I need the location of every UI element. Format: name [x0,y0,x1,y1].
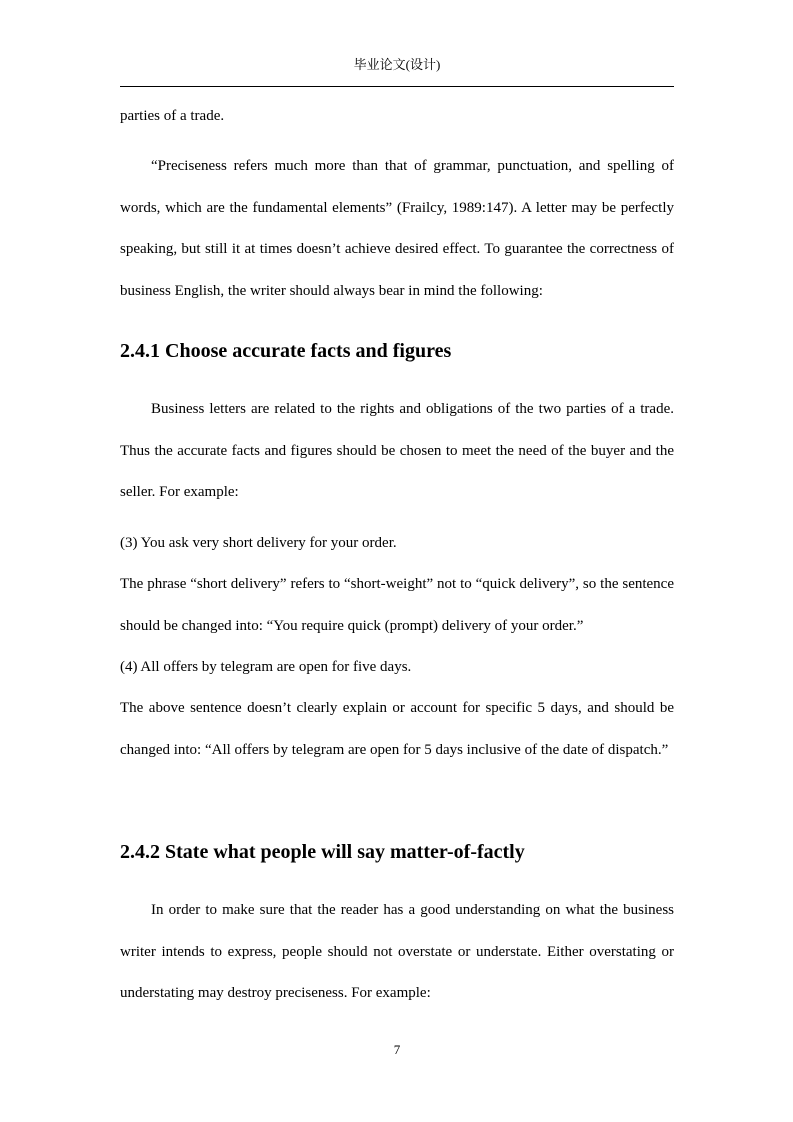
explanation-3: The phrase “short delivery” refers to “short-weight” not to “quick delivery”, so the sentence should be changed into: “You require quick (prompt) delivery of your order.” [120,576,674,634]
paragraph-continuation: parties of a trade. [120,108,225,124]
paragraph-matter-of-factly: In order to make sure that the reader has a good understanding on what the business writer intends to express, people should not overstate or understate. Either overstating or understating may destroy preciseness. For example: [120,902,674,1001]
header-divider [120,86,674,87]
example-4: (4) All offers by telegram are open for five days. [120,659,412,675]
page-header-title: 毕业论文(设计) [353,57,441,72]
example-3: (3) You ask very short delivery for your order. [120,535,397,551]
paragraph-preciseness: “Preciseness refers much more than that of grammar, punctuation, and spelling of words, which are the fundamental elements” (Frailcy, 1989:147). A letter may be perfectly speaking, but still it at times doesn’t achieve desired effect. To guarantee the correctness of business English, the writer should always bear in mind the following: [120,158,674,299]
section-heading-2-4-1: 2.4.1 Choose accurate facts and figures [120,340,452,362]
page-number: 7 [393,1042,401,1057]
paragraph-accurate-facts: Business letters are related to the rights and obligations of the two parties of a trade. Thus the accurate facts and figures should be chosen to meet the need of the buyer and the seller. For example: [120,401,674,500]
explanation-4: The above sentence doesn’t clearly explain or account for specific 5 days, and should be changed into: “All offers by telegram are open for 5 days inclusive of the date of dispatch.” [120,700,674,758]
section-heading-2-4-2: 2.4.2 State what people will say matter-of-factly [120,841,525,863]
